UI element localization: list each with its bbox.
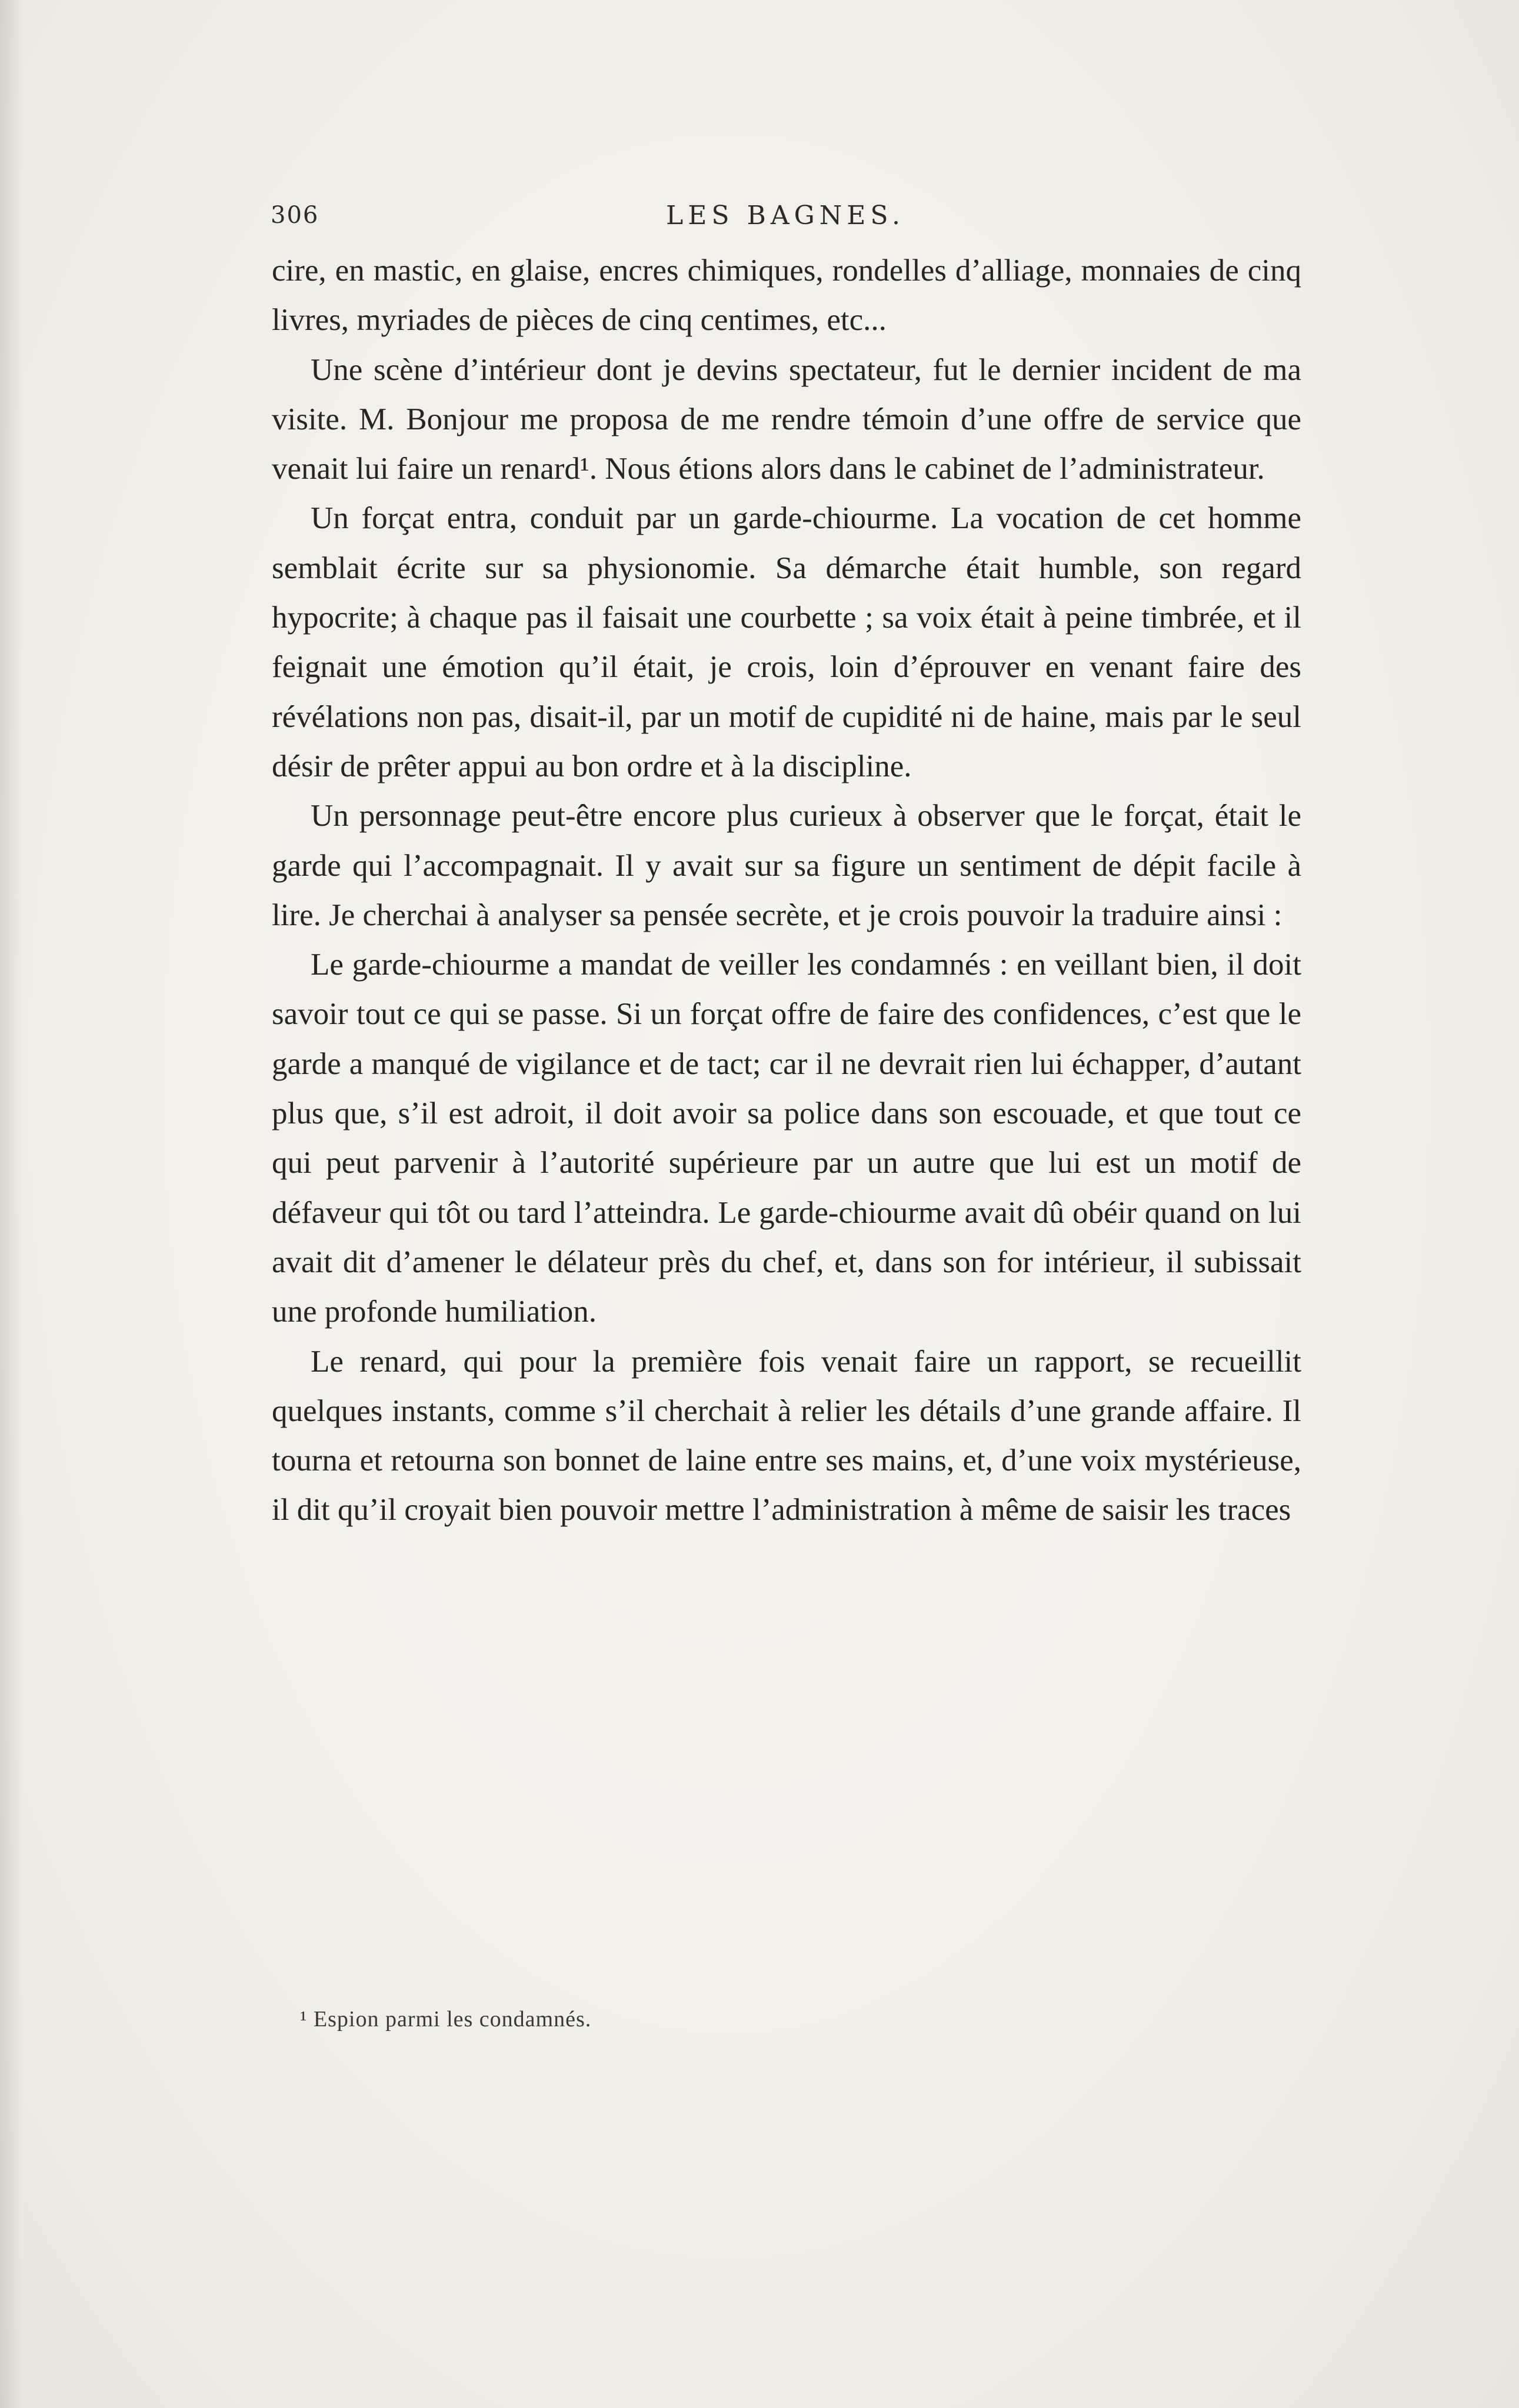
footnote: ¹ Espion parmi les condamnés. — [300, 2007, 592, 2032]
page-number: 306 — [271, 202, 319, 229]
paragraph-5: Le garde-chiourme a mandat de veiller les condamnés : en veillant bien, il doit savoir tout ce qui se passe. Si un forçat offre de faire des confidences, c’est que le garde a manqué de vigilance et de tact; car il ne devrait rien lui échapper, d’autant plus que, s’il est adroit, il doit avoir sa police dans son escouade, et que tout ce qui peut parvenir à l’autorité supérieure par un autre que lui est un motif de défaveur qui tôt ou tard l’atteindra. Le garde-chiourme avait dû obéir quand on lui avait dit d’amener le délateur près du chef, et, dans son for intérieur, il subissait une profonde humiliation. — [272, 948, 1301, 1329]
spine-shadow — [0, 0, 24, 2408]
paragraph-3: Un forçat entra, conduit par un garde-chiourme. La vocation de cet homme semblait écrite sur sa physionomie. Sa démarche était humble, son regard hypocrite; à chaque pas il faisait une courbette ; sa voix était à peine timbrée, et il feignait une émotion qu’il était, je crois, loin d’éprouver en venant faire des révélations non pas, disait-il, par un motif de cupidité ni de haine, mais par le seul désir de prêter appui au bon ordre et à la discipline. — [272, 501, 1301, 783]
body-text — [272, 246, 1301, 1535]
running-head — [271, 197, 1300, 238]
paragraph-2: Une scène d’intérieur dont je devins spectateur, fut le dernier incident de ma visite. M. Bonjour me proposa de me rendre témoin d’une offre de service que venait lui faire un renard¹. Nous étions alors dans le cabinet de l’administrateur. — [272, 352, 1301, 486]
book-title: LES BAGNES. — [666, 201, 905, 231]
paragraph-6: Le renard, qui pour la première fois venait faire un rapport, se recueillit quelques instants, comme s’il cherchait à relier les détails d’une grande affaire. Il tourna et retourna son bonnet de laine entre ses mains, et, d’une voix mystérieuse, il dit qu’il croyait bien pouvoir mettre l’administration à même de saisir les traces — [272, 1344, 1301, 1527]
paragraph-4: Un personnage peut-être encore plus curieux à observer que le forçat, était le garde qui l’accompagnait. Il y avait sur sa figure un sentiment de dépit facile à lire. Je cherchai à analyser sa pensée secrète, et je crois pouvoir la traduire ainsi : — [272, 799, 1301, 932]
paragraph-1: cire, en mastic, en glaise, encres chimiques, rondelles d’alliage, monnaies de cinq livres, myriades de pièces de cinq centimes, etc... — [272, 254, 1301, 338]
